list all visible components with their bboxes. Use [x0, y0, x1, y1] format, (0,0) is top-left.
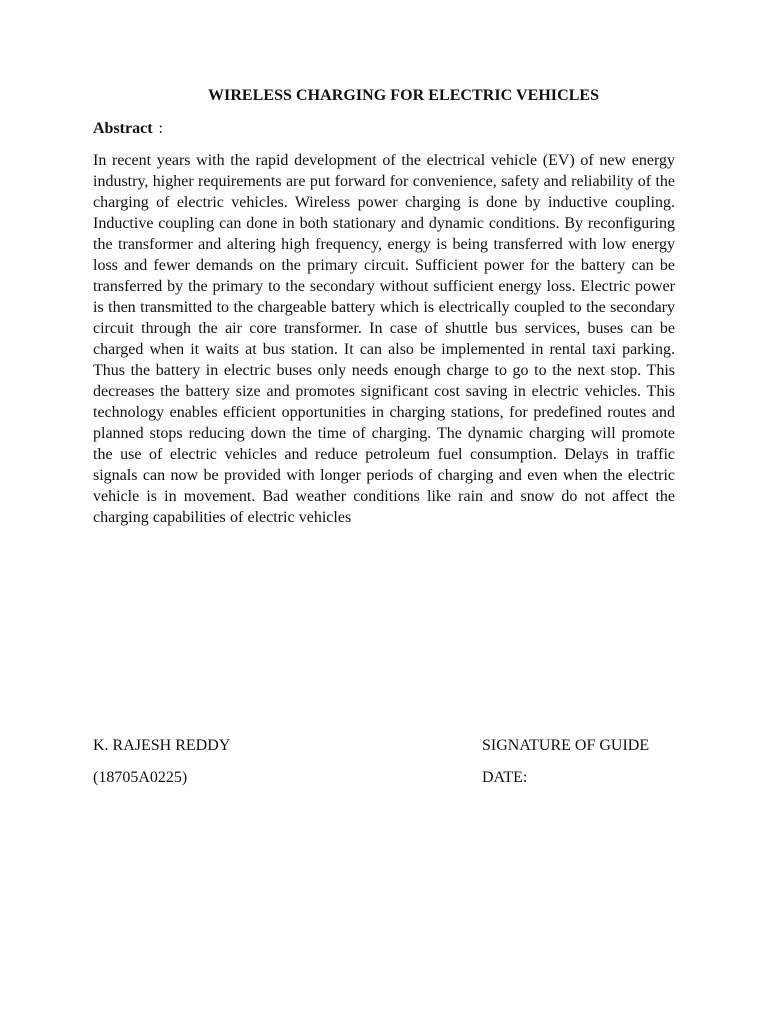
abstract-label: Abstract — [93, 120, 153, 137]
abstract-heading — [93, 120, 163, 138]
document-title: WIRELESS CHARGING FOR ELECTRIC VEHICLES — [208, 87, 600, 104]
abstract-paragraph: In recent years with the rapid development of the electrical vehicle (EV) of new energy industry, higher requirements are put forward for convenience, safety and reliability of the charging of electric vehicles. Wireless power charging is done by inductive coupling. Inductive coupling can done in both stationary and dynamic conditions. By reconfiguring the transformer and altering high frequency, energy is being transferred with low energy loss and fewer demands on the primary circuit. Sufficient power for the battery can be transferred by the primary to the secondary without sufficient energy loss. Electric power is then transmitted to the chargeable battery which is electrically coupled to the secondary circuit through the air core transformer. In case of shuttle bus services, buses can be charged when it waits at bus station. It can also be implemented in rental taxi parking. Thus the battery in electric buses only needs enough charge to go to the next stop. This decreases the battery size and promotes significant cost saving in electric vehicles. This technology enables efficient opportunities in charging stations, for predefined routes and planned stops reducing down the time of charging. The dynamic charging will promote the use of electric vehicles and reduce petroleum fuel consumption. Delays in traffic signals can now be provided with longer periods of charging and even when the electric vehicle is in movement. Bad weather conditions like rain and snow do not affect the charging capabilities of electric vehicles — [93, 152, 675, 526]
signature-label: SIGNATURE OF GUIDE — [482, 737, 650, 754]
date-label: DATE: — [482, 769, 528, 786]
author-name: K. RAJESH REDDY — [93, 737, 231, 754]
abstract-colon: : — [158, 120, 163, 137]
author-id: (18705A0225) — [93, 769, 188, 786]
